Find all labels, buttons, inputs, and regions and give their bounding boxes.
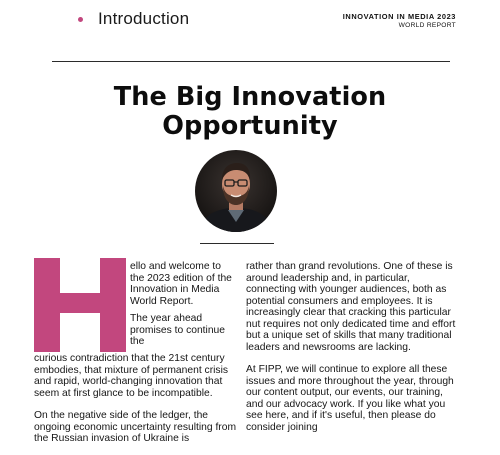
brand-title: INNOVATION IN MEDIA 2023 [342,12,456,21]
header-divider [52,61,450,62]
right-paragraph-2: At FIPP, we will continue to explore all these issues and more throughout the year, through our content output, our events, our training, and our advocacy work. If you like what you see here, and if it's useful, then please do consider joining [246,364,454,433]
report-brand [343,12,456,29]
right-paragraph-1: rather than grand revolutions. One of these is around leadership and, in particular, connecting with younger audiences, both as potential consumers and employees. It is increasingly clear that cracking this particular nut requires not only dedicated time and effort but a unique set of skills that many traditional leaders and newsrooms are lacking. [246,261,456,353]
author-portrait [195,150,277,232]
dropcap-h [34,258,126,352]
section-header [78,9,189,29]
portrait-divider [200,243,274,244]
title-line-2: Opportunity [162,111,338,141]
wrapped-intro [130,261,234,348]
second-paragraph-start: The year ahead promises to continue the [130,313,226,347]
second-paragraph-end: curious contradiction that the 21st century embodies, that mixture of permanent crisis and rapid, world-changing innovation that seem at first glance to be incompatible. [34,353,229,399]
left-column [34,353,239,445]
intro-paragraph: ello and welcome to the 2023 edition of the Innovation in Media World Report. [130,261,232,307]
title-line-1: The Big Innovation [113,82,387,112]
article-title [40,83,460,141]
section-label: Introduction [98,9,190,28]
section-bullet [78,17,83,22]
brand-subtitle: WORLD REPORT [398,22,456,29]
right-column [246,261,456,433]
third-paragraph: On the negative side of the ledger, the ongoing economic uncertainty resulting from the Russian invasion of Ukraine is [34,410,237,444]
